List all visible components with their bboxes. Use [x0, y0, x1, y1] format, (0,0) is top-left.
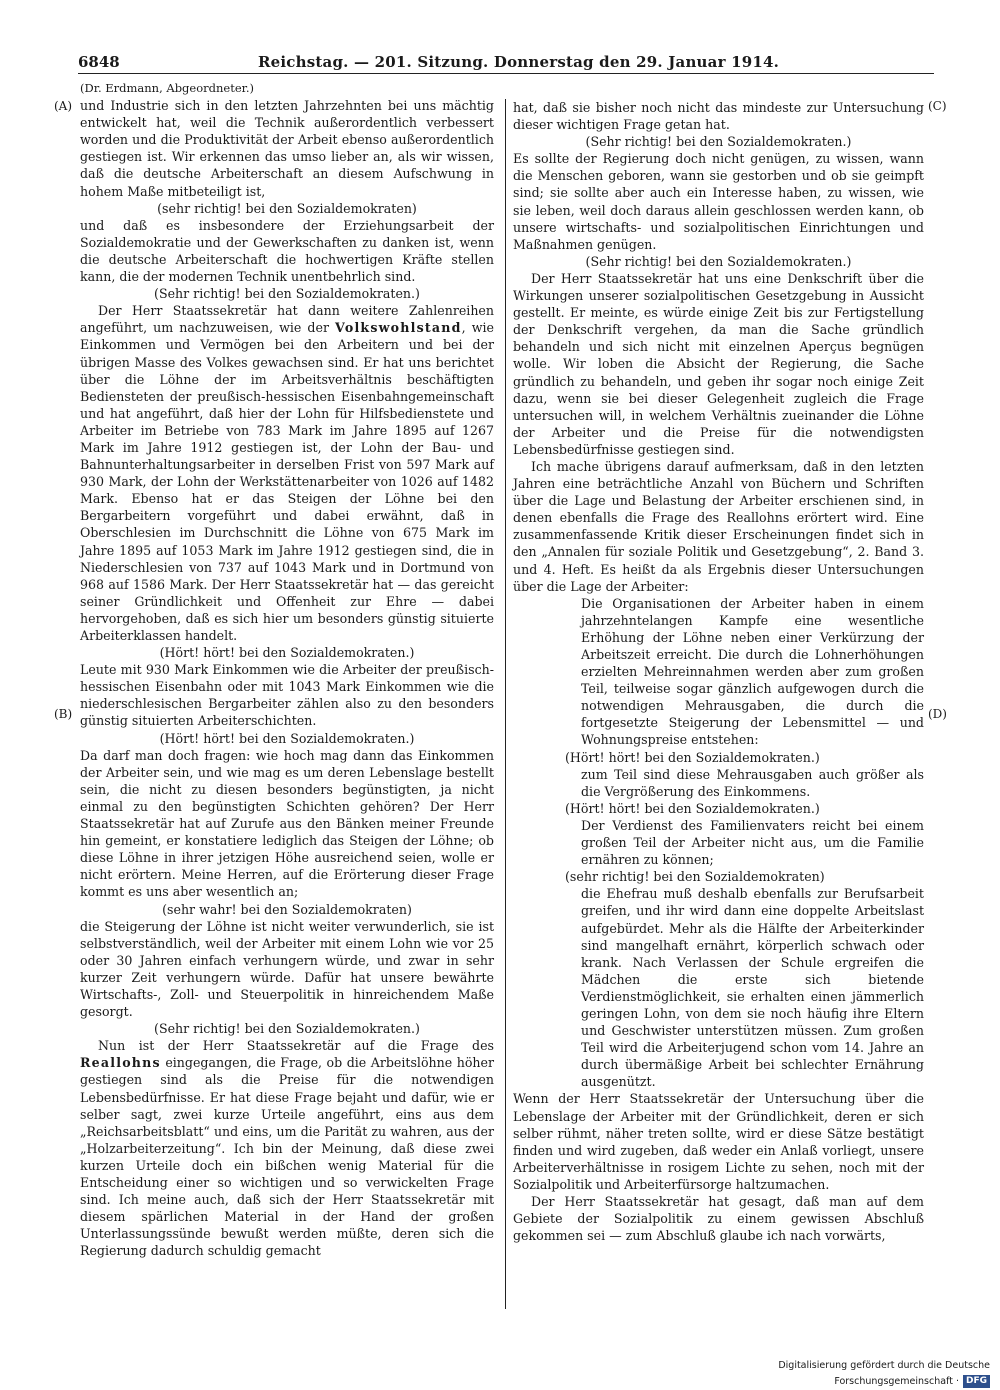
paragraph: Der Herr Staatssekretär hat gesagt, daß man auf dem Gebiete der Sozialpolitik zu einem gewissen Abschluß gekommen sei — zum Abschluß glaube ich nach vorwärts, [513, 1194, 924, 1244]
interjection: (sehr richtig! bei den Sozialdemokraten) [565, 869, 825, 885]
quotation: zum Teil sind diese Mehrausgaben auch größer als die Vergrößerung des Einkommens. [581, 766, 924, 799]
credit-text: Digitalisierung gefördert durch die Deutsche Forschungsgemeinschaft · [778, 1360, 990, 1387]
interjection: (sehr richtig! bei den Sozialdemokraten) [157, 200, 417, 216]
interjection: (Hört! hört! bei den Sozialdemokraten.) [159, 645, 415, 661]
paragraph: Da darf man doch fragen: wie hoch mag dann das Einkommen der Arbeiter sein, und wie mag es um deren Lebenslage bestellt sein, die nicht zu diesen besonders begünstigten, ja nicht einmal zu den begünstigten Schichten gehören? Der Herr Staatssekretär hat auf Zurufe aus den Bänken meiner Freunde hin gemeint, er konstatiere lediglich das Steigen der Löhne; ob diese Löhne in ihrer jetzigen Höhe ausreichend seien, wolle er nicht erörtern. Meine Herren, auf die Erörterung dieser Frage kommt es uns aber wesentlich an; [80, 747, 494, 900]
interjection: (Sehr richtig! bei den Sozialdemokraten.) [585, 253, 852, 269]
header-rule [78, 73, 934, 74]
paragraph: Wenn der Herr Staatssekretär der Untersuchung über die Lebenslage der Arbeiter mit der Gründlichkeit, deren er sich selber rühmt, näher treten sollte, wird er diese Sätze bestätigt finden und wird zugeben, daß weder ein Anlaß vorliegt, unsere Arbeiterverhältnisse in rosigem Lichte zu sehen, noch mit der Sozialpolitik und Arbeiterfürsorge haltzumachen. [513, 1091, 924, 1192]
column-divider [505, 99, 506, 1309]
right-column [513, 99, 924, 1244]
digitization-credit [700, 1358, 990, 1387]
left-column [80, 80, 494, 1259]
paragraph: die Steigerung der Löhne ist nicht weiter verwunderlich, sie ist selbstverständlich, weil der Arbeiter mit einem Lohn wie vor 25 oder 30 Jahren einfach verhungern würde, und zwar in sehr kurzer Zeit verhungern würde. Dafür hat unsere bewährte Wirtschafts-, Zoll- und Steuerpolitik in hinreichendem Maße gesorgt. [80, 918, 494, 1020]
paragraph: und Industrie sich in den letzten Jahrzehnten bei uns mächtig entwickelt hat, weil die Technik außerordentlich verbessert worden und die Produktivität der Arbeit ebenso außerordentlich gestiegen ist. Wir erkennen das umso lieber an, als wir wissen, daß die deutsche Arbeiterschaft an diesem Aufschwung in hohem Maße mitbeteiligt ist, [80, 98, 494, 199]
emphasis-volkswohlstand: Volkswohlstand [335, 320, 462, 336]
quotation: Der Verdienst des Familienvaters reicht bei einem großen Teil der Arbeiter nicht aus, um die Familie ernähren zu können; [581, 817, 924, 868]
speaker-note: (Dr. Erdmann, Abgeordneter.) [80, 81, 255, 95]
page-number: 6848 [78, 53, 120, 71]
paragraph: Es sollte der Regierung doch nicht genügen, zu wissen, wann die Menschen geboren, wann sie gestorben und ob sie geimpft sind; sie sollte aber auch ein Interesse haben, zu wissen, wie sie leben, weil doch daraus allein geschlossen werden kann, ob unsere wirtschafts- und sozialpolitischen Einrichtungen und Maßnahmen genügen. [513, 151, 924, 252]
margin-mark-b: (B) [54, 707, 73, 721]
dfg-logo: DFG [963, 1375, 990, 1388]
paragraph: Nun ist der Herr Staatssekretär auf die Frage des Reallohns eingegangen, die Frage, ob die Arbeitslöhne höher gestiegen sind als die Preise für die notwendigen Lebensbedürfnisse. Er hat diese Frage bejaht und dafür, wie er selber sagt, zwei kurze Urteile angeführt, eins aus dem „Reichsarbeitsblatt“ und eins, um die Parität zu wahren, aus der „Holzarbeiterzeitung“. Ich bin der Meinung, daß diese zwei kurzen Urteile doch ein bißchen wenig Material für die Entscheidung einer so wichtigen und so verwickelten Frage sind. Ich meine auch, daß sich der Herr Staatssekretär mit diesem spärlichen Material in der Hand der großen Unterlassungssünde bewußt werden müßte, deren sich die Regierung dadurch schuldig gemacht [80, 1038, 494, 1259]
paragraph: und daß es insbesondere der Erziehungsarbeit der Sozialdemokratie und der Gewerkschaften zu danken ist, wenn die deutsche Arbeiterschaft die hochwertigen Kräfte stellen kann, die der modernen Technik unentbehrlich sind. [80, 217, 494, 285]
paragraph: Der Herr Staatssekretär hat uns eine Denkschrift über die Wirkungen unserer sozialpolitischen Gesetzgebung in Aussicht gestellt. Er meinte, es würde einige Zeit bis zur Fertigstellung der Denkschrift vergehen, da man die Sache gründlich behandeln und sich nicht mit einzelnen Aperçus begnügen wolle. Wir loben die Absicht der Regierung, die Sache gründlich zu behandeln, und geben ihr sogar noch einige Zeit dazu, wenn sie bei dieser Gelegenheit zugleich die Frage untersuchen will, in welchem Verhältnis zueinander die Löhne der Arbeiter und die Preise für die notwendigsten Lebensbedürfnisse gestiegen sind. [513, 270, 924, 457]
interjection: (Sehr richtig! bei den Sozialdemokraten.) [154, 1021, 420, 1037]
interjection: (Hört! hört! bei den Sozialdemokraten.) [159, 730, 415, 746]
paragraph: Der Herr Staatssekretär hat dann weitere Zahlenreihen angeführt, um nachzuweisen, wie der Volkswohlstand, wie Einkommen und Vermögen bei den Arbeitern und bei der übrigen Masse des Volkes gewachsen sind. Er hat uns berichtet über die Löhne der im Arbeitsverhältnis beschäftigten Bediensteten der preußisch-hessischen Eisenbahngemeinschaft und hat angeführt, daß hier der Lohn für Hilfsbedienstete und Arbeiter im Betriebe von 783 Mark im Jahre 1895 auf 1267 Mark im Jahre 1912 gestiegen ist, der Lohn der Bau- und Bahnunterhaltungsarbeiter in derselben Frist von 597 Mark auf 930 Mark, der Lohn der Werkstättenarbeiter von 1026 auf 1482 Mark. Ebenso hat er das Steigen der Löhne bei den Bergarbeitern vorgeführt und dabei erwähnt, daß in Oberschlesien im Durchschnitt die Löhne von 675 Mark im Jahre 1895 auf 1053 Mark im Jahre 1912 gestiegen sind, die in Niederschlesien von 737 auf 1043 Mark und in Dortmund von 968 auf 1586 Mark. Der Herr Staatssekretär hat — das gereicht seiner Gründlichkeit und Offenheit zur Ehre — dabei hervorgehoben, daß es sich hier um besonders günstig situierte Arbeiterklassen handelt. [80, 303, 494, 643]
page-header-title: Reichstag. — 201. Sitzung. Donnerstag den 29. Januar 1914. [258, 53, 780, 71]
interjection: (Sehr richtig! bei den Sozialdemokraten.) [154, 286, 420, 302]
margin-mark-c: (C) [928, 99, 947, 113]
page-header [78, 52, 934, 72]
quotation: die Ehefrau muß deshalb ebenfalls zur Berufsarbeit greifen, und ihr wird dann eine doppelte Arbeitslast aufgebürdet. Mehr als die Hälfte der Arbeiterkinder sind mangelhaft ernährt, körperlich schwach oder krank. Nach Verlassen der Schule ergreifen die Mädchen die erste sich bietende Verdienstmöglichkeit, sie erhalten einen jämmerlich geringen Lohn, von dem sie noch häufig ihre Eltern und Geschwister unterstützen müssen. Zum großen Teil wird die Arbeiterjugend schon vom 14. Jahre an durch übermäßige Arbeit bei schlechter Ernährung ausgenützt. [581, 886, 924, 1090]
interjection: (Sehr richtig! bei den Sozialdemokraten.) [585, 134, 852, 150]
emphasis-reallohns: Reallohns [80, 1055, 161, 1071]
quotation: Die Organisationen der Arbeiter haben in einem jahrzehntelangen Kampfe eine wesentliche Erhöhung der Löhne neben einer Verkürzung der Arbeitszeit erreicht. Die durch die Lohnerhöhungen erzielten Mehreinnahmen werden aber zum großen Teil, teilweise sogar gänzlich aufgewogen durch die notwendigen Mehrausgaben, die durch die fortgesetzte Steigerung der Lebensmittel — und Wohnungspreise entstehen: [581, 595, 924, 748]
margin-mark-d: (D) [928, 707, 947, 721]
paragraph: hat, daß sie bisher noch nicht das mindeste zur Untersuchung dieser wichtigen Frage getan hat. [513, 100, 924, 133]
paragraph: Ich mache übrigens darauf aufmerksam, daß in den letzten Jahren eine beträchtliche Anzahl von Büchern und Schriften über die Lage und Belastung der Arbeiter erschienen sind, in denen ebenfalls die Frage des Reallohns erörtert wird. Eine zusammenfassende Kritik dieser Erscheinungen findet sich in den „Annalen für soziale Politik und Gesetzgebung“, 2. Band 3. und 4. Heft. Es heißt da als Ergebnis dieser Untersuchungen über die Lage der Arbeiter: [513, 458, 924, 594]
interjection: (Hört! hört! bei den Sozialdemokraten.) [565, 749, 820, 765]
paragraph: Leute mit 930 Mark Einkommen wie die Arbeiter der preußisch-hessischen Eisenbahn oder mit 1043 Mark Einkommen wie die niederschlesischen Bergarbeiter zählen also zu den besonders günstig situierten Arbeiterschichten. [80, 662, 494, 729]
margin-mark-a: (A) [54, 99, 73, 113]
interjection: (Hört! hört! bei den Sozialdemokraten.) [565, 800, 820, 816]
interjection: (sehr wahr! bei den Sozialdemokraten) [162, 901, 412, 917]
